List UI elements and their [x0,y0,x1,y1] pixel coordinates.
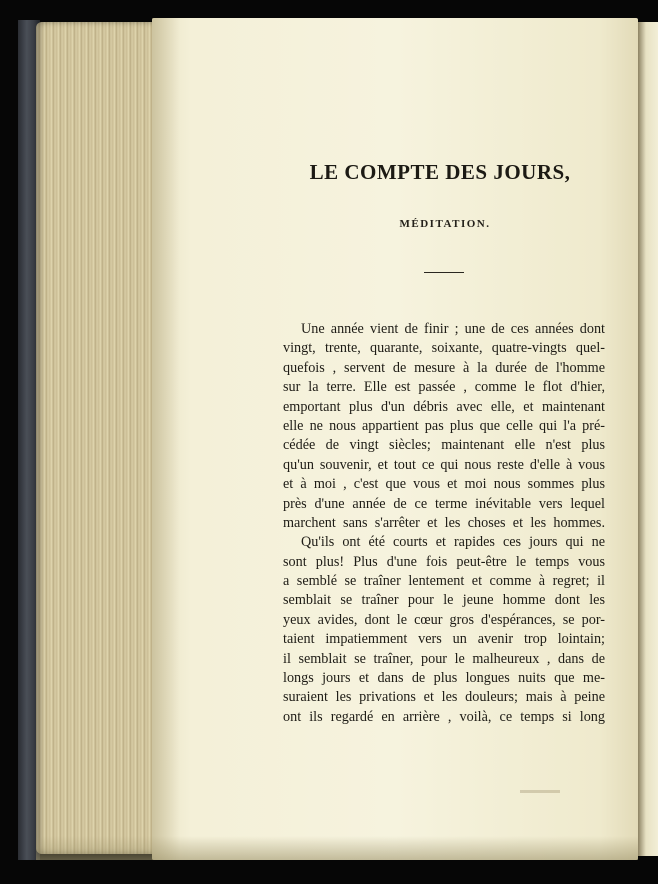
text-line: a semblé se traîner lentement et comme à regret; il [283,573,605,590]
text-line: semblait se traîner pour le jeune homme dont les [283,592,605,609]
chapter-title: LE COMPTE DES JOURS, [309,160,571,184]
body-text [283,320,605,727]
text-line: yeux avides, dont le cœur gros d'espérances, se por- [283,611,605,628]
text-line: cédée de vingt siècles; maintenant elle n'est plus [283,437,605,454]
text-line: près d'une année de ce terme inévitable vers lequel [283,495,605,512]
page-bottom-shadow [36,836,638,860]
text-line: quefois , servent de mesure à la durée de l'homme [283,359,605,376]
text-line: taient impatiemment vers un avenir trop lointain; [283,631,605,648]
page-edges [36,22,158,854]
text-line: longs jours et dans de plus longues nuits que me- [283,670,605,687]
paper-stain [520,790,560,793]
text-line: ont ils regardé en arrière , voilà, ce temps si long [283,708,605,725]
page-gutter-shadow [152,18,180,860]
text-line: vingt, trente, quarante, soixante, quatre-vingts quel- [283,340,605,357]
text-line: emportant plus d'un débris avec elle, et maintenant [283,398,605,415]
text-line: il semblait se traîner, pour le malheureux , dans de [283,650,605,667]
text-line: qu'un souvenir, et tout ce qui nous reste d'elle à vous [283,456,605,473]
facing-page-edge [638,22,658,856]
text-line: elle ne nous appartient pas plus que celle qui l'a pré- [283,417,605,434]
text-line: suraient les privations et les douleurs; mais à peine [283,689,605,706]
text-line: Qu'ils ont été courts et rapides ces jours qui ne [301,534,605,551]
text-line: sur la terre. Elle est passée , comme le flot d'hier, [283,379,605,396]
text-line: marchent sans s'arrêter et les choses et les hommes. [283,514,605,531]
text-line: Une année vient de finir ; une de ces années dont [301,321,605,337]
title-rule [424,272,464,273]
chapter-subtitle: MÉDITATION. [399,218,491,230]
text-line: et à moi , c'est que vous et moi nous sommes plus [283,476,605,493]
text-line: sont plus! Plus d'une fois peut-être le temps vous [283,553,605,570]
